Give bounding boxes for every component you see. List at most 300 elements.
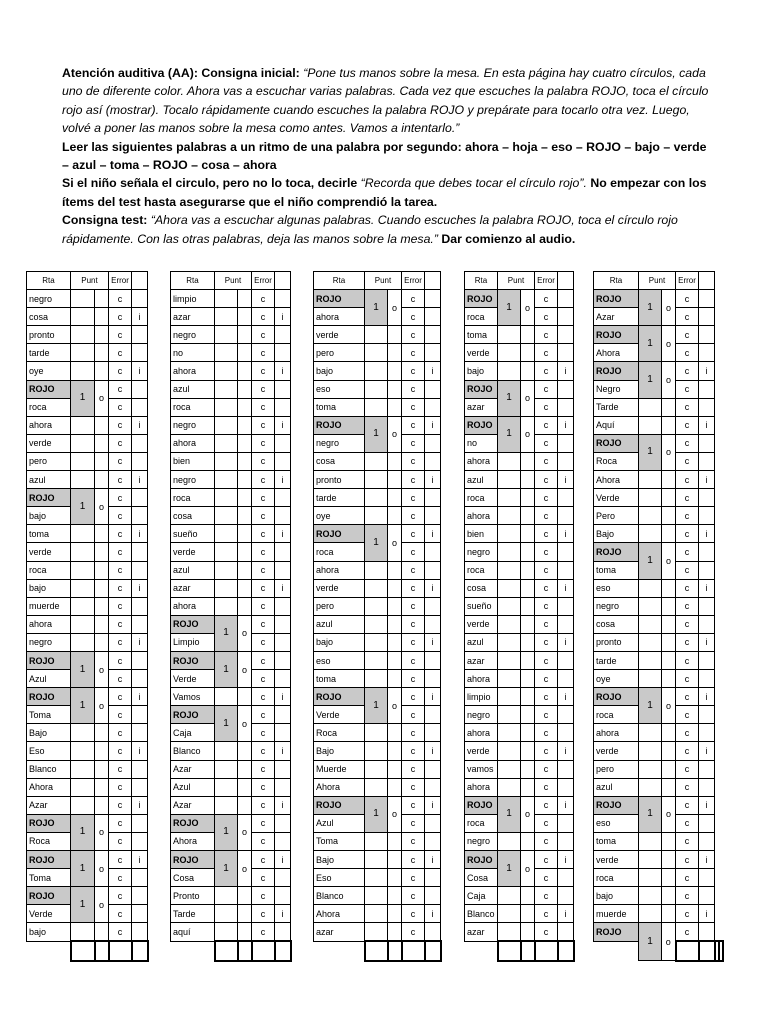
error-cell[interactable]: c	[676, 344, 699, 362]
error-cell[interactable]: c	[109, 416, 132, 434]
omission-cell[interactable]: o	[521, 380, 535, 416]
total-omission-box[interactable]	[521, 941, 535, 960]
incorrect-cell[interactable]	[425, 923, 441, 942]
omission-cell[interactable]	[95, 615, 109, 633]
incorrect-cell[interactable]: i	[425, 579, 441, 597]
omission-cell[interactable]	[521, 507, 535, 525]
incorrect-cell[interactable]	[275, 615, 291, 633]
score-cell[interactable]	[365, 326, 388, 344]
omission-cell[interactable]	[238, 326, 252, 344]
error-cell[interactable]: c	[252, 471, 275, 489]
error-cell[interactable]: c	[109, 688, 132, 706]
incorrect-cell[interactable]	[275, 398, 291, 416]
error-cell[interactable]: c	[402, 597, 425, 615]
total-incorrect-box[interactable]	[719, 941, 723, 960]
omission-cell[interactable]	[388, 579, 402, 597]
incorrect-cell[interactable]: i	[558, 688, 574, 706]
score-cell[interactable]	[71, 525, 95, 543]
score-cell[interactable]	[639, 887, 662, 905]
error-cell[interactable]: c	[676, 543, 699, 561]
error-cell[interactable]: c	[676, 851, 699, 869]
score-cell[interactable]: 1	[498, 290, 521, 326]
score-cell[interactable]	[498, 525, 521, 543]
omission-cell[interactable]	[95, 290, 109, 308]
incorrect-cell[interactable]: i	[558, 362, 574, 380]
error-cell[interactable]: c	[402, 887, 425, 905]
error-cell[interactable]: c	[402, 796, 425, 814]
score-cell[interactable]: 1	[639, 290, 662, 326]
error-cell[interactable]: c	[252, 434, 275, 452]
score-cell[interactable]	[215, 905, 238, 923]
score-cell[interactable]	[365, 651, 388, 669]
incorrect-cell[interactable]	[699, 832, 715, 850]
omission-cell[interactable]	[662, 615, 676, 633]
omission-cell[interactable]	[238, 489, 252, 507]
error-cell[interactable]: c	[252, 851, 275, 869]
score-cell[interactable]	[215, 796, 238, 814]
error-cell[interactable]: c	[252, 832, 275, 850]
incorrect-cell[interactable]	[425, 832, 441, 850]
total-score-box[interactable]	[365, 941, 388, 960]
omission-cell[interactable]	[388, 724, 402, 742]
error-cell[interactable]: c	[109, 796, 132, 814]
error-cell[interactable]: c	[252, 326, 275, 344]
omission-cell[interactable]	[521, 452, 535, 470]
error-cell[interactable]: c	[109, 814, 132, 832]
score-cell[interactable]	[639, 398, 662, 416]
error-cell[interactable]: c	[109, 905, 132, 923]
score-cell[interactable]	[71, 760, 95, 778]
omission-cell[interactable]	[388, 869, 402, 887]
error-cell[interactable]: c	[535, 670, 558, 688]
incorrect-cell[interactable]	[275, 814, 291, 832]
score-cell[interactable]: 1	[365, 290, 388, 326]
incorrect-cell[interactable]	[425, 561, 441, 579]
incorrect-cell[interactable]	[132, 923, 148, 942]
omission-cell[interactable]: o	[388, 796, 402, 832]
error-cell[interactable]: c	[109, 706, 132, 724]
score-cell[interactable]	[215, 543, 238, 561]
total-score-box[interactable]	[215, 941, 238, 960]
error-cell[interactable]: c	[402, 398, 425, 416]
score-cell[interactable]	[498, 706, 521, 724]
incorrect-cell[interactable]	[132, 706, 148, 724]
omission-cell[interactable]	[388, 778, 402, 796]
incorrect-cell[interactable]	[558, 398, 574, 416]
incorrect-cell[interactable]	[425, 326, 441, 344]
omission-cell[interactable]	[662, 597, 676, 615]
omission-cell[interactable]	[521, 670, 535, 688]
omission-cell[interactable]	[238, 507, 252, 525]
error-cell[interactable]: c	[109, 633, 132, 651]
score-cell[interactable]	[639, 778, 662, 796]
error-cell[interactable]: c	[109, 561, 132, 579]
omission-cell[interactable]	[521, 832, 535, 850]
omission-cell[interactable]: o	[95, 651, 109, 687]
error-cell[interactable]: c	[109, 308, 132, 326]
incorrect-cell[interactable]	[425, 489, 441, 507]
error-cell[interactable]: c	[676, 923, 699, 942]
score-cell[interactable]	[365, 380, 388, 398]
error-cell[interactable]: c	[535, 778, 558, 796]
total-error-box[interactable]	[535, 941, 558, 960]
score-cell[interactable]: 1	[639, 434, 662, 470]
score-cell[interactable]	[71, 923, 95, 942]
total-incorrect-box[interactable]	[425, 941, 441, 960]
incorrect-cell[interactable]	[275, 869, 291, 887]
omission-cell[interactable]: o	[662, 543, 676, 579]
omission-cell[interactable]	[662, 778, 676, 796]
error-cell[interactable]: c	[402, 724, 425, 742]
error-cell[interactable]: c	[535, 688, 558, 706]
error-cell[interactable]: c	[535, 887, 558, 905]
score-cell[interactable]: 1	[215, 814, 238, 850]
score-cell[interactable]	[71, 416, 95, 434]
omission-cell[interactable]	[662, 742, 676, 760]
omission-cell[interactable]	[388, 398, 402, 416]
incorrect-cell[interactable]: i	[425, 905, 441, 923]
score-cell[interactable]	[71, 724, 95, 742]
score-cell[interactable]	[365, 851, 388, 869]
error-cell[interactable]: c	[402, 923, 425, 942]
incorrect-cell[interactable]	[699, 543, 715, 561]
total-score-box[interactable]	[676, 941, 699, 960]
incorrect-cell[interactable]	[275, 489, 291, 507]
omission-cell[interactable]	[238, 344, 252, 362]
error-cell[interactable]: c	[109, 362, 132, 380]
omission-cell[interactable]	[521, 724, 535, 742]
omission-cell[interactable]	[521, 923, 535, 942]
error-cell[interactable]: c	[535, 290, 558, 308]
score-cell[interactable]	[498, 923, 521, 942]
score-cell[interactable]	[71, 543, 95, 561]
incorrect-cell[interactable]	[558, 380, 574, 398]
error-cell[interactable]: c	[402, 344, 425, 362]
error-cell[interactable]: c	[676, 796, 699, 814]
omission-cell[interactable]	[388, 489, 402, 507]
omission-cell[interactable]: o	[662, 362, 676, 398]
score-cell[interactable]: 1	[498, 380, 521, 416]
incorrect-cell[interactable]	[699, 778, 715, 796]
omission-cell[interactable]	[388, 670, 402, 688]
error-cell[interactable]: c	[109, 525, 132, 543]
omission-cell[interactable]: o	[662, 290, 676, 326]
incorrect-cell[interactable]	[275, 434, 291, 452]
incorrect-cell[interactable]: i	[425, 633, 441, 651]
error-cell[interactable]: c	[402, 579, 425, 597]
score-cell[interactable]	[365, 471, 388, 489]
error-cell[interactable]: c	[109, 832, 132, 850]
omission-cell[interactable]	[388, 326, 402, 344]
score-cell[interactable]	[71, 597, 95, 615]
error-cell[interactable]: c	[535, 796, 558, 814]
error-cell[interactable]: c	[535, 416, 558, 434]
score-cell[interactable]	[639, 471, 662, 489]
incorrect-cell[interactable]: i	[558, 525, 574, 543]
incorrect-cell[interactable]	[132, 326, 148, 344]
omission-cell[interactable]	[388, 507, 402, 525]
score-cell[interactable]	[71, 434, 95, 452]
omission-cell[interactable]	[388, 832, 402, 850]
score-cell[interactable]	[71, 778, 95, 796]
incorrect-cell[interactable]: i	[132, 851, 148, 869]
omission-cell[interactable]	[388, 380, 402, 398]
error-cell[interactable]: c	[676, 633, 699, 651]
incorrect-cell[interactable]: i	[275, 688, 291, 706]
incorrect-cell[interactable]: i	[699, 905, 715, 923]
incorrect-cell[interactable]	[558, 778, 574, 796]
incorrect-cell[interactable]	[699, 670, 715, 688]
score-cell[interactable]	[639, 905, 662, 923]
omission-cell[interactable]	[521, 706, 535, 724]
error-cell[interactable]: c	[535, 380, 558, 398]
omission-cell[interactable]: o	[388, 525, 402, 561]
incorrect-cell[interactable]	[425, 308, 441, 326]
incorrect-cell[interactable]	[425, 778, 441, 796]
score-cell[interactable]: 1	[71, 887, 95, 923]
score-cell[interactable]	[498, 832, 521, 850]
score-cell[interactable]	[639, 724, 662, 742]
score-cell[interactable]	[215, 579, 238, 597]
omission-cell[interactable]	[521, 579, 535, 597]
score-cell[interactable]	[215, 308, 238, 326]
score-cell[interactable]	[71, 290, 95, 308]
incorrect-cell[interactable]: i	[132, 416, 148, 434]
incorrect-cell[interactable]	[275, 724, 291, 742]
total-error-box[interactable]	[252, 941, 275, 960]
error-cell[interactable]: c	[676, 326, 699, 344]
score-cell[interactable]	[71, 344, 95, 362]
omission-cell[interactable]	[238, 923, 252, 942]
incorrect-cell[interactable]	[425, 706, 441, 724]
incorrect-cell[interactable]	[132, 380, 148, 398]
incorrect-cell[interactable]: i	[132, 742, 148, 760]
total-omission-box[interactable]	[238, 941, 252, 960]
score-cell[interactable]: 1	[365, 525, 388, 561]
error-cell[interactable]: c	[535, 344, 558, 362]
omission-cell[interactable]	[238, 597, 252, 615]
error-cell[interactable]: c	[676, 452, 699, 470]
error-cell[interactable]: c	[252, 525, 275, 543]
error-cell[interactable]: c	[109, 670, 132, 688]
score-cell[interactable]	[365, 489, 388, 507]
score-cell[interactable]	[71, 796, 95, 814]
incorrect-cell[interactable]	[558, 561, 574, 579]
score-cell[interactable]	[365, 905, 388, 923]
score-cell[interactable]: 1	[639, 796, 662, 832]
incorrect-cell[interactable]: i	[699, 471, 715, 489]
score-cell[interactable]	[365, 507, 388, 525]
score-cell[interactable]	[215, 923, 238, 942]
incorrect-cell[interactable]	[132, 597, 148, 615]
omission-cell[interactable]	[662, 471, 676, 489]
score-cell[interactable]	[215, 416, 238, 434]
omission-cell[interactable]	[388, 760, 402, 778]
incorrect-cell[interactable]	[699, 923, 715, 942]
score-cell[interactable]	[71, 742, 95, 760]
omission-cell[interactable]	[95, 923, 109, 942]
total-score-box[interactable]	[498, 941, 521, 960]
score-cell[interactable]	[498, 507, 521, 525]
error-cell[interactable]: c	[402, 561, 425, 579]
score-cell[interactable]	[71, 633, 95, 651]
omission-cell[interactable]	[95, 597, 109, 615]
error-cell[interactable]: c	[402, 507, 425, 525]
error-cell[interactable]: c	[535, 651, 558, 669]
score-cell[interactable]	[639, 507, 662, 525]
error-cell[interactable]: c	[252, 887, 275, 905]
omission-cell[interactable]	[521, 525, 535, 543]
omission-cell[interactable]	[521, 561, 535, 579]
omission-cell[interactable]	[388, 851, 402, 869]
score-cell[interactable]	[639, 742, 662, 760]
score-cell[interactable]	[498, 579, 521, 597]
incorrect-cell[interactable]: i	[425, 688, 441, 706]
incorrect-cell[interactable]: i	[275, 362, 291, 380]
incorrect-cell[interactable]	[132, 814, 148, 832]
error-cell[interactable]: c	[109, 597, 132, 615]
error-cell[interactable]: c	[252, 724, 275, 742]
score-cell[interactable]	[498, 489, 521, 507]
score-cell[interactable]	[71, 452, 95, 470]
incorrect-cell[interactable]	[275, 597, 291, 615]
omission-cell[interactable]	[521, 615, 535, 633]
omission-cell[interactable]	[388, 633, 402, 651]
error-cell[interactable]: c	[402, 525, 425, 543]
incorrect-cell[interactable]	[699, 290, 715, 308]
incorrect-cell[interactable]: i	[425, 416, 441, 434]
omission-cell[interactable]: o	[662, 923, 676, 961]
score-cell[interactable]	[215, 561, 238, 579]
error-cell[interactable]: c	[109, 344, 132, 362]
omission-cell[interactable]	[95, 308, 109, 326]
incorrect-cell[interactable]	[699, 398, 715, 416]
score-cell[interactable]	[365, 742, 388, 760]
incorrect-cell[interactable]	[425, 670, 441, 688]
score-cell[interactable]	[639, 869, 662, 887]
error-cell[interactable]: c	[109, 923, 132, 942]
error-cell[interactable]: c	[535, 326, 558, 344]
omission-cell[interactable]	[238, 760, 252, 778]
incorrect-cell[interactable]	[275, 543, 291, 561]
score-cell[interactable]: 1	[71, 688, 95, 724]
omission-cell[interactable]	[95, 796, 109, 814]
omission-cell[interactable]	[388, 597, 402, 615]
omission-cell[interactable]	[521, 489, 535, 507]
score-cell[interactable]	[215, 688, 238, 706]
omission-cell[interactable]	[95, 416, 109, 434]
score-cell[interactable]	[498, 362, 521, 380]
incorrect-cell[interactable]	[699, 814, 715, 832]
omission-cell[interactable]	[95, 452, 109, 470]
incorrect-cell[interactable]	[132, 290, 148, 308]
score-cell[interactable]	[215, 887, 238, 905]
incorrect-cell[interactable]	[699, 869, 715, 887]
omission-cell[interactable]: o	[521, 851, 535, 887]
incorrect-cell[interactable]: i	[558, 416, 574, 434]
score-cell[interactable]	[215, 489, 238, 507]
score-cell[interactable]	[215, 380, 238, 398]
incorrect-cell[interactable]	[425, 452, 441, 470]
score-cell[interactable]	[639, 851, 662, 869]
error-cell[interactable]: c	[252, 543, 275, 561]
error-cell[interactable]: c	[252, 507, 275, 525]
incorrect-cell[interactable]	[558, 670, 574, 688]
error-cell[interactable]: c	[676, 742, 699, 760]
error-cell[interactable]: c	[402, 706, 425, 724]
omission-cell[interactable]	[238, 688, 252, 706]
omission-cell[interactable]	[95, 742, 109, 760]
error-cell[interactable]: c	[252, 905, 275, 923]
error-cell[interactable]: c	[535, 398, 558, 416]
score-cell[interactable]	[365, 869, 388, 887]
incorrect-cell[interactable]: i	[275, 905, 291, 923]
error-cell[interactable]: c	[676, 434, 699, 452]
omission-cell[interactable]: o	[238, 651, 252, 687]
omission-cell[interactable]	[662, 651, 676, 669]
incorrect-cell[interactable]	[275, 561, 291, 579]
incorrect-cell[interactable]	[699, 724, 715, 742]
incorrect-cell[interactable]	[425, 543, 441, 561]
error-cell[interactable]: c	[402, 814, 425, 832]
omission-cell[interactable]	[521, 326, 535, 344]
error-cell[interactable]: c	[402, 742, 425, 760]
incorrect-cell[interactable]	[425, 398, 441, 416]
score-cell[interactable]: 1	[71, 380, 95, 416]
omission-cell[interactable]	[662, 832, 676, 850]
omission-cell[interactable]: o	[95, 380, 109, 416]
incorrect-cell[interactable]	[425, 344, 441, 362]
incorrect-cell[interactable]	[132, 615, 148, 633]
score-cell[interactable]	[215, 362, 238, 380]
error-cell[interactable]: c	[252, 923, 275, 942]
incorrect-cell[interactable]: i	[699, 796, 715, 814]
incorrect-cell[interactable]: i	[132, 688, 148, 706]
incorrect-cell[interactable]	[425, 887, 441, 905]
omission-cell[interactable]	[95, 778, 109, 796]
omission-cell[interactable]	[521, 471, 535, 489]
incorrect-cell[interactable]: i	[425, 742, 441, 760]
incorrect-cell[interactable]	[558, 452, 574, 470]
incorrect-cell[interactable]	[275, 380, 291, 398]
total-omission-box[interactable]	[388, 941, 402, 960]
incorrect-cell[interactable]: i	[275, 308, 291, 326]
omission-cell[interactable]	[238, 778, 252, 796]
score-cell[interactable]	[365, 670, 388, 688]
error-cell[interactable]: c	[252, 670, 275, 688]
incorrect-cell[interactable]	[425, 507, 441, 525]
score-cell[interactable]	[498, 760, 521, 778]
omission-cell[interactable]	[238, 416, 252, 434]
incorrect-cell[interactable]	[425, 869, 441, 887]
incorrect-cell[interactable]	[275, 326, 291, 344]
error-cell[interactable]: c	[676, 615, 699, 633]
error-cell[interactable]: c	[402, 633, 425, 651]
score-cell[interactable]	[215, 471, 238, 489]
incorrect-cell[interactable]: i	[275, 471, 291, 489]
score-cell[interactable]: 1	[215, 706, 238, 742]
error-cell[interactable]: c	[109, 452, 132, 470]
total-incorrect-box[interactable]	[132, 941, 148, 960]
omission-cell[interactable]	[662, 724, 676, 742]
omission-cell[interactable]: o	[388, 290, 402, 326]
error-cell[interactable]: c	[402, 543, 425, 561]
omission-cell[interactable]	[521, 362, 535, 380]
incorrect-cell[interactable]	[558, 760, 574, 778]
omission-cell[interactable]	[662, 869, 676, 887]
error-cell[interactable]: c	[676, 579, 699, 597]
error-cell[interactable]: c	[109, 471, 132, 489]
